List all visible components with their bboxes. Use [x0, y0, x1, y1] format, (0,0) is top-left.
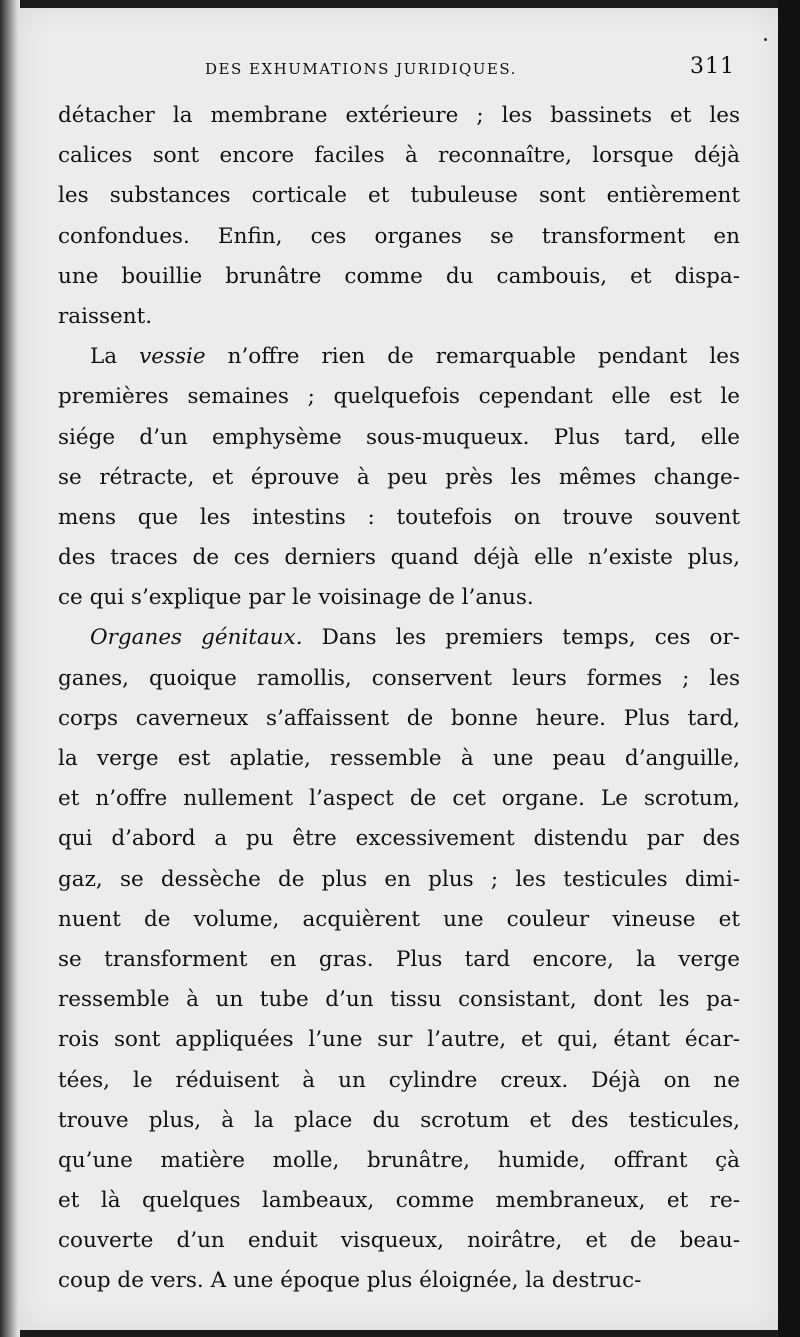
text-line: coup de vers. A une époque plus éloignée, la destruc- — [58, 1268, 642, 1294]
page-number: 311 — [690, 54, 735, 79]
text-line: se rétracte, et éprouve à peu près les mêmes change- — [58, 464, 740, 490]
text-line: rois sont appliquées l’une sur l’autre, et qui, étant écar- — [58, 1027, 740, 1053]
text-line: couverte d’un enduit visqueux, noirâtre, et de beau- — [58, 1228, 740, 1254]
text-line — [58, 337, 740, 377]
text-line: gaz, se dessèche de plus en plus ; les testicules dimi- — [58, 866, 740, 892]
text-line: siége d’un emphysème sous-muqueux. Plus tard, elle — [58, 424, 740, 450]
text-line: trouve plus, à la place du scrotum et des testicules, — [58, 1107, 740, 1133]
text-line: mens que les intestins : toutefois on trouve souvent — [58, 504, 740, 530]
print-speck — [764, 38, 767, 41]
text-line: tées, le réduisent à un cylindre creux. Déjà on ne — [58, 1067, 740, 1093]
text-line — [58, 618, 740, 658]
text-line: des traces de ces derniers quand déjà elle n’existe plus, — [58, 545, 740, 571]
text-line: nuent de volume, acquièrent une couleur vineuse et — [58, 906, 740, 932]
italic-term: vessie — [139, 344, 206, 370]
text-line: ganes, quoique ramollis, conservent leurs formes ; les — [58, 665, 740, 691]
text-line: les substances corticale et tubuleuse sont entièrement — [58, 183, 740, 209]
text-run: Dans les premiers temps, ces or- — [302, 625, 740, 651]
text-line: et n’offre nullement l’aspect de cet organe. Le scrotum, — [58, 786, 740, 812]
text-line: ce qui s’explique par le voisinage de l’anus. — [58, 585, 534, 611]
page-binding-edge — [0, 0, 20, 1337]
page-shadow — [778, 0, 800, 1337]
running-head: DES EXHUMATIONS JURIDIQUES. — [205, 60, 517, 78]
text-line: confondues. Enfin, ces organes se transforment en — [58, 223, 740, 249]
text-run: La — [90, 344, 140, 370]
text-line: raissent. — [58, 303, 153, 329]
text-line: la verge est aplatie, ressemble à une peau d’anguille, — [58, 746, 740, 771]
text-line: ressemble à un tube d’un tissu consistant, dont les pa- — [58, 987, 740, 1013]
page-header — [0, 54, 800, 90]
text-line: et là quelques lambeaux, comme membraneux, et re- — [58, 1188, 740, 1214]
text-line: qu’une matière molle, brunâtre, humide, offrant çà — [58, 1147, 740, 1173]
text-line: qui d’abord a pu être excessivement distendu par des — [58, 826, 740, 852]
text-run: n’offre rien de remarquable pendant les — [205, 344, 740, 370]
body-text — [58, 96, 740, 1302]
text-line: une bouillie brunâtre comme du cambouis, et dispa- — [58, 263, 740, 289]
text-line: corps caverneux s’affaissent de bonne heure. Plus tard, — [58, 705, 740, 731]
text-line: premières semaines ; quelquefois cependant elle est le — [58, 384, 740, 410]
text-line: calices sont encore faciles à reconnaître, lorsque déjà — [58, 143, 740, 169]
text-line: se transforment en gras. Plus tard encore, la verge — [58, 946, 740, 972]
text-line: détacher la membrane extérieure ; les bassinets et les — [58, 103, 740, 128]
italic-term: Organes génitaux. — [90, 625, 303, 651]
